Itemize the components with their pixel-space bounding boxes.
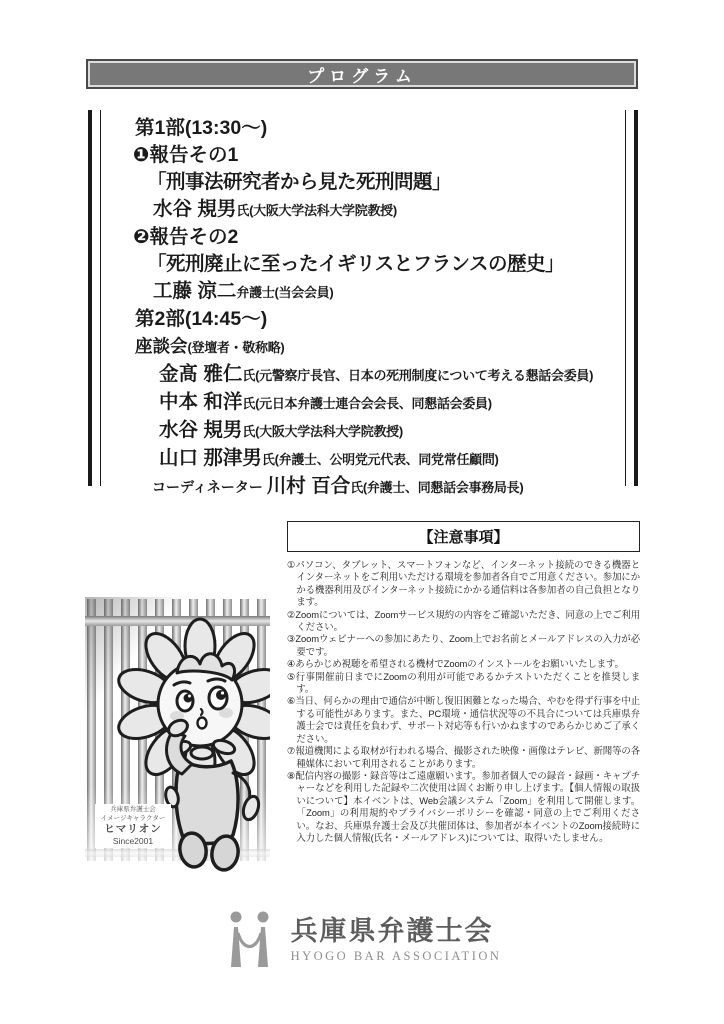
note-item: ⑧配信内容の撮影・録音等はご遠慮願います。参加者個人での録音・録画・キャプチャーなどを利用した記録や二次使用は固くお断り申し上げます。【個人情報の取扱いについて】本イベントは、Web会議システム「Zoom」を利用して開催します。「Zoom」の利用規約やプライバシーポリシーを確認・同意の上でご利用ください。なお、兵庫県弁護士会及び共催団体は、参加者が本イベントのZoom接続時に入力した個人情報(氏名・メールアドレス)については、取得いたしません。 (287, 769, 640, 843)
program-line: ❶報告その1 (133, 144, 239, 166)
program-line: 水谷 規男氏(大阪大学法科大学院教授) (159, 419, 403, 441)
program-line: 中本 和洋氏(元日本弁護士連合会会長、同懇話会委員) (159, 391, 492, 413)
mascot-name: ヒマリオン (104, 823, 162, 835)
program-line: 「刑事法研究者から見た死刑問題」 (147, 171, 452, 193)
program-line: 工藤 涼二弁護士(当会会員) (153, 280, 334, 302)
program-line: 山口 那津男氏(弁護士、公明党元代表、同党常任顧問) (159, 447, 499, 469)
note-item: ②Zoomについては、Zoomサービス規約の内容をご確認いただき、同意の上でご利用ください。 (287, 608, 640, 633)
program-header-bar (86, 59, 638, 89)
program-header-title: プログラム (307, 66, 417, 86)
program-line: コーディネーター 川村 百合氏(弁護士、同懇話会事務局長) (152, 475, 524, 497)
footer-text (291, 916, 502, 964)
program-line: ❷報告その2 (133, 226, 239, 248)
mascot-caption-line1: 兵庫県弁護士会 (110, 806, 156, 813)
notes-title-box (287, 521, 640, 552)
notes-title: 【注意事項】 (418, 529, 509, 546)
double-rule-left (88, 110, 101, 486)
mascot-caption (95, 804, 171, 848)
program-line: 第2部(14:45〜) (135, 308, 268, 330)
note-item: ③Zoomウェビナーへの参加にあたり、Zoom上でお名前とメールアドレスの入力が必要です。 (287, 633, 640, 657)
double-rule-right (625, 110, 638, 486)
mascot-since: Since2001 (112, 836, 154, 846)
org-name-en: HYOGO BAR ASSOCIATION (290, 949, 502, 963)
footer (0, 905, 724, 975)
note-item: ⑤行事開催前日までにZoomの利用が可能であるかテストいただくことを推奨します。 (287, 670, 640, 695)
org-name-jp: 兵庫県弁護士会 (290, 916, 494, 946)
program-line: 金髙 雅仁氏(元警察庁長官、日本の死刑制度について考える懇話会委員) (159, 363, 594, 385)
note-item: ⑥当日、何らかの理由で通信が中断し復旧困難となった場合、やむを得ず行事を中止する可能性があります。また、PC環境・通信状況等の不具合については兵庫県弁護士会では責任を負わず、サポート対応等も行いかねますのであらかじめご了承ください。 (287, 695, 640, 744)
notes-list (287, 559, 640, 844)
note-item: ①パソコン、タブレット、スマートフォンなど、インターネット接続のできる機器とインターネットをご利用いただける環境を参加者各自でご用意ください。参加にかかる機器利用及びインターネット接続にかかる通信料は各参加者の自己負担となります。 (287, 559, 640, 608)
program-section (88, 108, 638, 497)
program-line: 水谷 規男氏(大阪大学法科大学院教授) (153, 198, 397, 220)
program-line: 「死刑廃止に至ったイギリスとフランスの歴史」 (147, 253, 565, 275)
program-line: 座談会(登壇者・敬称略) (135, 336, 285, 356)
mascot-area (85, 597, 270, 885)
note-item: ⑦報道機関による取材が行われる場合、撮影された映像・画像はテレビ、新聞等の各種媒体において利用されることがあります。 (287, 745, 640, 769)
program-line: 第1部(13:30〜) (135, 117, 268, 139)
hyogo-bar-logo-icon (223, 909, 275, 971)
note-item: ④あらかじめ視聴を希望される機材でZoomのインストールをお願いいたします。 (287, 658, 624, 670)
mascot-caption-line2: イメージキャラクター (100, 814, 166, 822)
program-list (135, 118, 615, 504)
